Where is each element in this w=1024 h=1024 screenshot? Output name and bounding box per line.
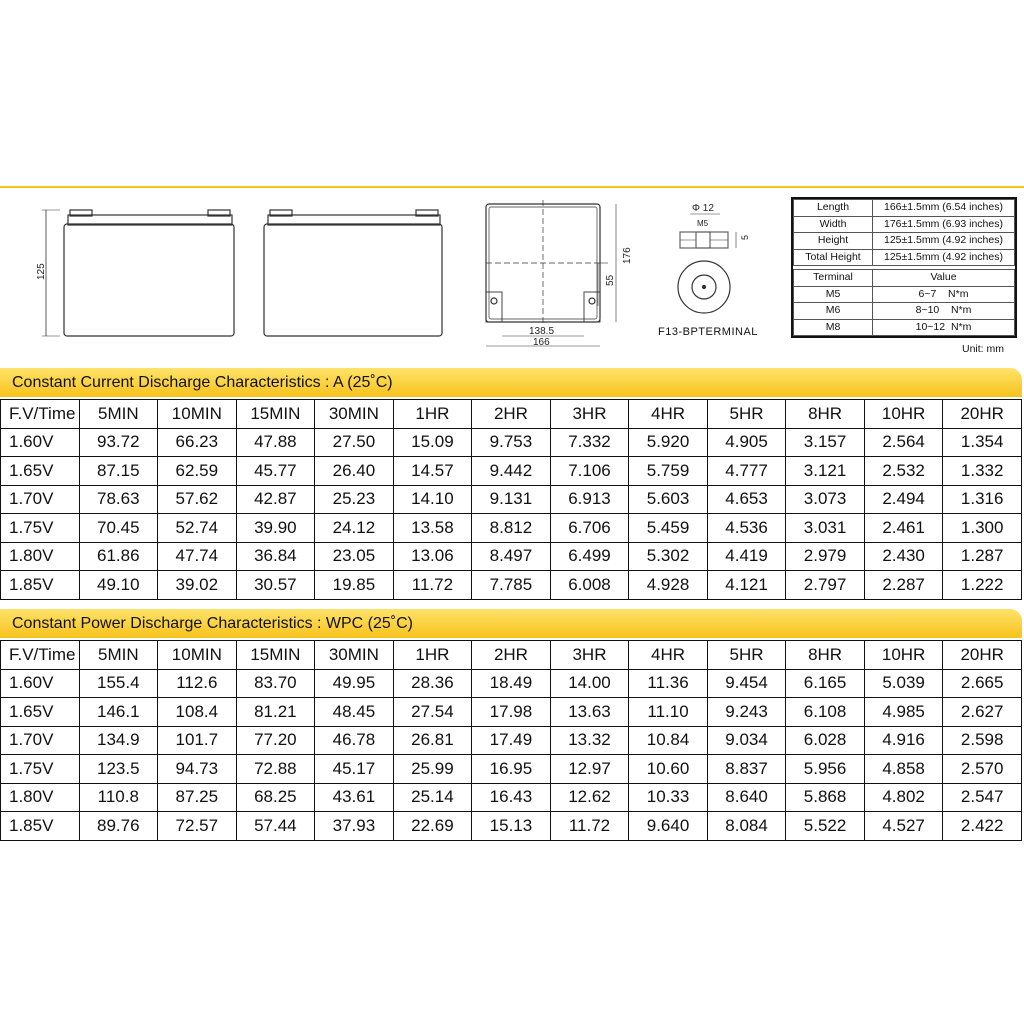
table-cell: 83.70 [236,669,315,698]
table-cell: 3.031 [786,514,865,543]
table-cell: 77.20 [236,726,315,755]
table-cell: 5.956 [786,755,865,784]
spec-row [794,233,1015,250]
current-table-title: Constant Current Discharge Characteristics : A (25˚C) [0,368,1022,397]
table-cell: 110.8 [79,783,158,812]
table-cell: 52.74 [158,514,237,543]
table-cell: 6.008 [550,571,629,600]
table-cell: 15.09 [393,428,472,457]
column-header: 30MIN [315,641,394,670]
table-cell: 25.99 [393,755,472,784]
spec-table [793,199,1015,336]
table-cell: 4.985 [864,698,943,727]
table-cell: 17.49 [472,726,551,755]
row-voltage: 1.65V [1,698,80,727]
top-view [486,200,616,346]
dim-top-height: 176 [622,247,633,264]
dim-terminal-thread: M5 [697,219,709,228]
table-cell: 26.40 [315,457,394,486]
table-cell: 4.527 [864,812,943,841]
torque-row [794,303,1015,320]
table-cell: 9.243 [707,698,786,727]
table-cell: 14.10 [393,485,472,514]
table-cell: 5.522 [786,812,865,841]
table-cell: 1.354 [943,428,1022,457]
table-cell: 18.49 [472,669,551,698]
column-header: 10HR [864,400,943,429]
table-cell: 1.222 [943,571,1022,600]
table-cell: 26.81 [393,726,472,755]
torque-label: M5 [794,286,873,303]
table-cell: 123.5 [79,755,158,784]
column-header: 5HR [707,641,786,670]
table-cell: 11.72 [550,812,629,841]
column-header: 10HR [864,641,943,670]
dim-top-small: 55 [605,274,616,286]
torque-header-row [794,270,1015,287]
table-cell: 23.05 [315,542,394,571]
table-row [1,485,1022,514]
table-cell: 72.88 [236,755,315,784]
table-cell: 16.43 [472,783,551,812]
table-cell: 49.95 [315,669,394,698]
table-cell: 5.920 [629,428,708,457]
table-cell: 12.62 [550,783,629,812]
table-cell: 101.7 [158,726,237,755]
table-cell: 3.121 [786,457,865,486]
column-header: 1HR [393,400,472,429]
column-header: 5MIN [79,641,158,670]
table-cell: 1.332 [943,457,1022,486]
column-header: 8HR [786,400,865,429]
unit-label: Unit: mm [962,343,1004,355]
table-cell: 7.332 [550,428,629,457]
column-header: 5MIN [79,400,158,429]
table-cell: 25.23 [315,485,394,514]
table-cell: 4.536 [707,514,786,543]
table-cell: 72.57 [158,812,237,841]
power-discharge-table [0,640,1022,841]
table-cell: 78.63 [79,485,158,514]
table-cell: 9.131 [472,485,551,514]
table-cell: 15.13 [472,812,551,841]
table-cell: 36.84 [236,542,315,571]
table-cell: 2.797 [786,571,865,600]
torque-header-label: Terminal [794,270,873,287]
column-header: 20HR [943,641,1022,670]
table-cell: 4.916 [864,726,943,755]
spec-label: Total Height [794,249,873,266]
table-cell: 89.76 [79,812,158,841]
table-cell: 4.802 [864,783,943,812]
row-voltage: 1.65V [1,457,80,486]
table-cell: 3.157 [786,428,865,457]
table-cell: 8.497 [472,542,551,571]
table-cell: 14.00 [550,669,629,698]
column-header: 3HR [550,641,629,670]
table-cell: 11.36 [629,669,708,698]
table-cell: 6.028 [786,726,865,755]
table-cell: 8.084 [707,812,786,841]
table-cell: 2.547 [943,783,1022,812]
torque-value: 10~12 N*m [873,319,1015,336]
table-cell: 47.88 [236,428,315,457]
table-cell: 47.74 [158,542,237,571]
table-cell: 48.45 [315,698,394,727]
table-cell: 2.564 [864,428,943,457]
table-cell: 3.073 [786,485,865,514]
table-cell: 43.61 [315,783,394,812]
row-voltage: 1.85V [1,812,80,841]
table-cell: 45.77 [236,457,315,486]
row-voltage: 1.70V [1,726,80,755]
table-cell: 57.62 [158,485,237,514]
table-cell: 146.1 [79,698,158,727]
power-table-title: Constant Power Discharge Characteristics : WPC (25˚C) [0,609,1022,638]
table-cell: 46.78 [315,726,394,755]
spec-value: 176±1.5mm (6.93 inches) [873,216,1015,233]
table-row [1,428,1022,457]
table-cell: 10.33 [629,783,708,812]
column-header: 4HR [629,400,708,429]
table-cell: 49.10 [79,571,158,600]
torque-label: M8 [794,319,873,336]
column-header: 2HR [472,641,551,670]
column-header: F.V/Time [1,400,80,429]
table-cell: 2.430 [864,542,943,571]
table-cell: 16.95 [472,755,551,784]
dim-top-outer: 166 [533,337,550,348]
table-cell: 9.454 [707,669,786,698]
row-voltage: 1.70V [1,485,80,514]
table-cell: 39.90 [236,514,315,543]
torque-row [794,319,1015,336]
table-cell: 5.759 [629,457,708,486]
header-row [1,641,1022,670]
column-header: 8HR [786,641,865,670]
table-cell: 6.108 [786,698,865,727]
table-cell: 39.02 [158,571,237,600]
table-cell: 12.97 [550,755,629,784]
table-cell: 10.60 [629,755,708,784]
table-cell: 87.25 [158,783,237,812]
column-header: 10MIN [158,400,237,429]
table-cell: 9.640 [629,812,708,841]
table-cell: 19.85 [315,571,394,600]
table-cell: 42.87 [236,485,315,514]
dim-top-inner: 138.5 [529,326,555,337]
column-header: 10MIN [158,641,237,670]
table-cell: 13.06 [393,542,472,571]
column-header: F.V/Time [1,641,80,670]
table-cell: 2.494 [864,485,943,514]
table-cell: 61.86 [79,542,158,571]
spec-value: 166±1.5mm (6.54 inches) [873,200,1015,217]
spec-row [794,200,1015,217]
table-cell: 2.598 [943,726,1022,755]
table-cell: 108.4 [158,698,237,727]
torque-value: 8~10 N*m [873,303,1015,320]
table-cell: 17.98 [472,698,551,727]
torque-header-value: Value [873,270,1015,287]
row-voltage: 1.75V [1,514,80,543]
table-cell: 1.300 [943,514,1022,543]
table-cell: 11.10 [629,698,708,727]
table-cell: 30.57 [236,571,315,600]
spec-value: 125±1.5mm (4.92 inches) [873,249,1015,266]
table-cell: 5.868 [786,783,865,812]
column-header: 4HR [629,641,708,670]
table-cell: 155.4 [79,669,158,698]
table-cell: 62.59 [158,457,237,486]
table-cell: 2.665 [943,669,1022,698]
table-cell: 5.459 [629,514,708,543]
row-voltage: 1.60V [1,669,80,698]
dim-terminal-phi: Φ 12 [692,203,714,214]
row-voltage: 1.60V [1,428,80,457]
table-cell: 7.785 [472,571,551,600]
table-cell: 134.9 [79,726,158,755]
table-cell: 4.858 [864,755,943,784]
table-cell: 87.15 [79,457,158,486]
table-cell: 6.913 [550,485,629,514]
table-cell: 6.706 [550,514,629,543]
table-cell: 5.302 [629,542,708,571]
table-cell: 9.034 [707,726,786,755]
table-cell: 6.165 [786,669,865,698]
table-row [1,755,1022,784]
table-cell: 94.73 [158,755,237,784]
table-row [1,669,1022,698]
column-header: 5HR [707,400,786,429]
table-cell: 1.287 [943,542,1022,571]
column-header: 2HR [472,400,551,429]
table-row [1,726,1022,755]
torque-label: M6 [794,303,873,320]
column-header: 20HR [943,400,1022,429]
table-cell: 13.32 [550,726,629,755]
table-cell: 13.58 [393,514,472,543]
table-cell: 93.72 [79,428,158,457]
table-cell: 45.17 [315,755,394,784]
row-voltage: 1.75V [1,755,80,784]
spec-label: Length [794,200,873,217]
column-header: 15MIN [236,400,315,429]
table-row [1,698,1022,727]
table-cell: 81.21 [236,698,315,727]
table-cell: 13.63 [550,698,629,727]
table-cell: 28.36 [393,669,472,698]
table-cell: 5.039 [864,669,943,698]
header-row [1,400,1022,429]
row-voltage: 1.80V [1,542,80,571]
table-cell: 4.777 [707,457,786,486]
table-cell: 27.54 [393,698,472,727]
table-row [1,783,1022,812]
column-header: 15MIN [236,641,315,670]
table-cell: 2.979 [786,542,865,571]
table-cell: 6.499 [550,542,629,571]
table-cell: 2.422 [943,812,1022,841]
table-cell: 10.84 [629,726,708,755]
table-row [1,812,1022,841]
front-view-left [42,210,234,336]
column-header: 3HR [550,400,629,429]
spec-row [794,216,1015,233]
terminal-drawing [678,214,736,313]
table-cell: 14.57 [393,457,472,486]
table-cell: 2.532 [864,457,943,486]
table-cell: 66.23 [158,428,237,457]
table-cell: 2.287 [864,571,943,600]
table-cell: 4.121 [707,571,786,600]
column-header: 1HR [393,641,472,670]
table-cell: 8.640 [707,783,786,812]
terminal-name: F13-BPTERMINAL [658,326,758,338]
row-voltage: 1.85V [1,571,80,600]
spec-row [794,249,1015,266]
dim-terminal-depth: 5 [740,234,750,240]
table-cell: 2.570 [943,755,1022,784]
table-cell: 27.50 [315,428,394,457]
column-header: 30MIN [315,400,394,429]
dim-front-height: 125 [36,263,47,280]
front-view-right [264,210,442,336]
table-cell: 5.603 [629,485,708,514]
table-cell: 25.14 [393,783,472,812]
spec-label: Height [794,233,873,250]
table-cell: 4.905 [707,428,786,457]
table-cell: 4.653 [707,485,786,514]
spec-label: Width [794,216,873,233]
table-row [1,571,1022,600]
table-cell: 57.44 [236,812,315,841]
torque-row [794,286,1015,303]
torque-value: 6~7 N*m [873,286,1015,303]
table-cell: 37.93 [315,812,394,841]
table-cell: 22.69 [393,812,472,841]
table-row [1,457,1022,486]
table-cell: 24.12 [315,514,394,543]
table-cell: 8.812 [472,514,551,543]
table-cell: 7.106 [550,457,629,486]
table-cell: 1.316 [943,485,1022,514]
table-cell: 70.45 [79,514,158,543]
table-cell: 4.419 [707,542,786,571]
spec-box [791,197,1017,338]
table-cell: 2.461 [864,514,943,543]
spec-value: 125±1.5mm (4.92 inches) [873,233,1015,250]
table-cell: 9.442 [472,457,551,486]
table-cell: 8.837 [707,755,786,784]
table-cell: 9.753 [472,428,551,457]
table-cell: 112.6 [158,669,237,698]
row-voltage: 1.80V [1,783,80,812]
table-cell: 68.25 [236,783,315,812]
table-row [1,514,1022,543]
table-cell: 2.627 [943,698,1022,727]
table-cell: 11.72 [393,571,472,600]
current-discharge-table [0,399,1022,600]
table-row [1,542,1022,571]
table-cell: 4.928 [629,571,708,600]
